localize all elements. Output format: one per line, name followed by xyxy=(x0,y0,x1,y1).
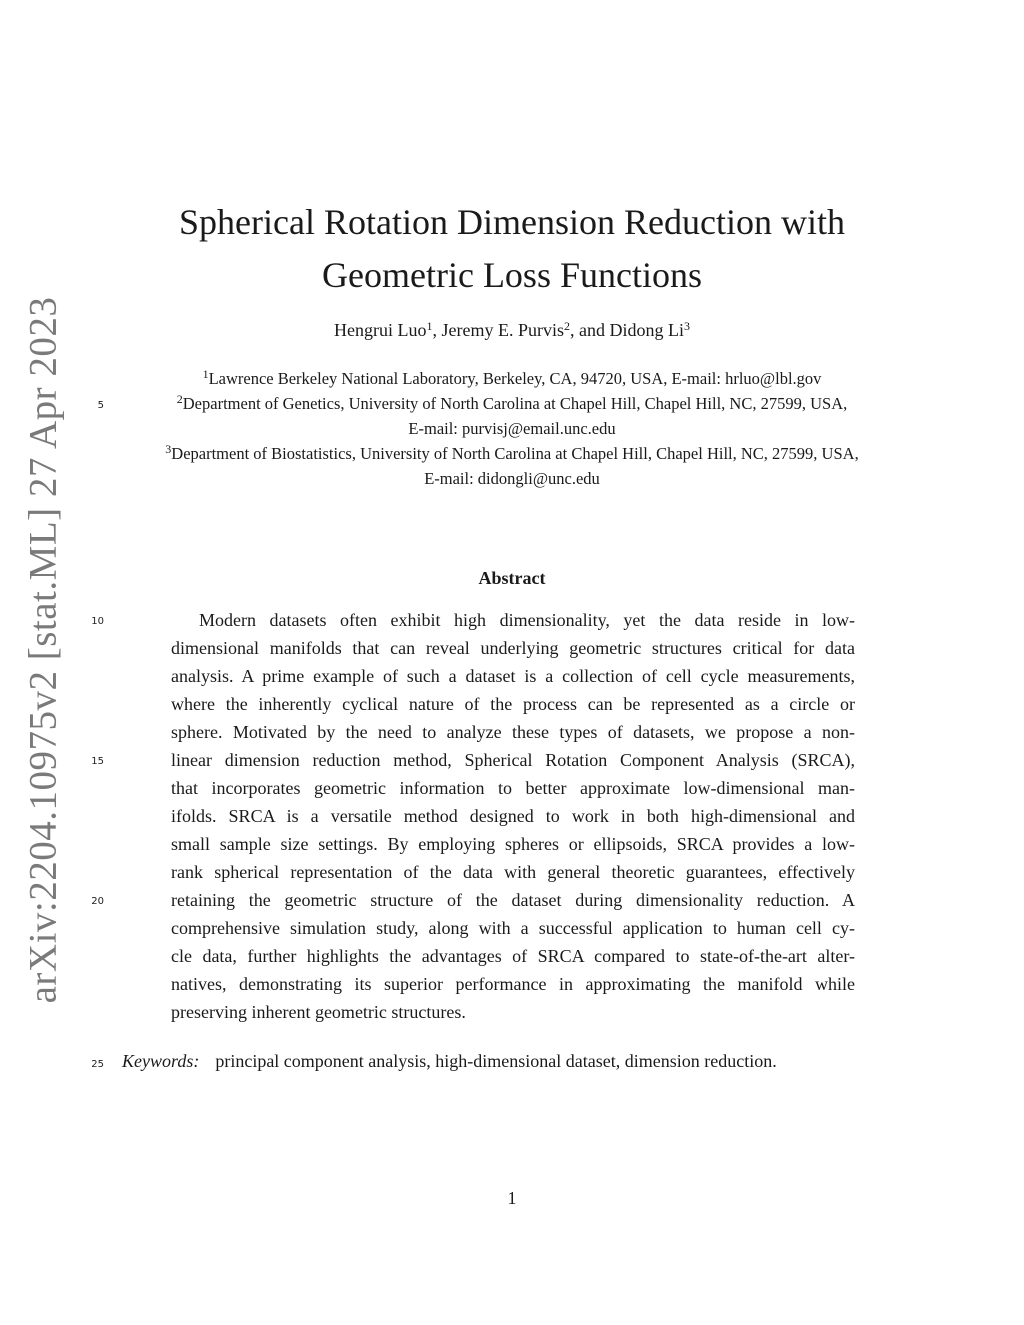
affiliation-sup: 1 xyxy=(202,367,209,381)
arxiv-identifier-stamp: arXiv:2204.10975v2 [stat.ML] 27 Apr 2023 xyxy=(21,296,65,1004)
author-name: Didong Li xyxy=(609,320,684,340)
page-number: 1 xyxy=(507,1188,517,1208)
affiliation-1 xyxy=(0,369,1024,389)
abstract-line: preserving inherent geometric structures. xyxy=(171,1002,466,1022)
author-separator: , xyxy=(432,320,442,340)
affiliation-text: Department of Genetics, University of North Carolina at Chapel Hill, Chapel Hill, NC, 27599, USA, xyxy=(182,394,848,413)
author-sup: 1 xyxy=(426,319,433,333)
abstract-line: ifolds. SRCA is a versatile method designed to work in both high-dimensional and xyxy=(171,806,855,826)
abstract-line: linear dimension reduction method, Spherical Rotation Component Analysis (SRCA), xyxy=(171,750,855,770)
keywords-text: principal component analysis, high-dimensional dataset, dimension reduction. xyxy=(215,1051,777,1071)
abstract-line: comprehensive simulation study, along with a successful application to human cell cy- xyxy=(171,918,855,938)
affiliation-text: Lawrence Berkeley National Laboratory, Berkeley, CA, 94720, USA, E-mail: hrluo@lbl.gov xyxy=(208,369,822,388)
title-line-2: Geometric Loss Functions xyxy=(322,255,702,295)
affiliation-3-email: E-mail: didongli@unc.edu xyxy=(424,469,600,488)
title-line-1: Spherical Rotation Dimension Reduction with xyxy=(179,202,845,242)
line-number: 15 xyxy=(91,756,104,767)
abstract-line: rank spherical representation of the data with general theoretic guarantees, effectively xyxy=(171,862,855,882)
abstract-line: retaining the geometric structure of the dataset during dimensionality reduction. A xyxy=(171,890,855,910)
keywords xyxy=(122,1051,777,1072)
author-sup: 2 xyxy=(563,319,570,333)
affiliation-sup: 3 xyxy=(165,442,172,456)
line-number: 25 xyxy=(91,1059,104,1070)
author-list xyxy=(0,320,1024,341)
author-separator: , and xyxy=(569,320,610,340)
affiliation-text: Department of Biostatistics, University of North Carolina at Chapel Hill, Chapel Hill, NC, 27599, USA, xyxy=(171,444,859,463)
abstract-line: that incorporates geometric information to better approximate low-dimensional man- xyxy=(171,778,855,798)
abstract-line: natives, demonstrating its superior performance in approximating the manifold while xyxy=(171,974,855,994)
abstract-line: analysis. A prime example of such a dataset is a collection of cell cycle measurements, xyxy=(171,666,855,686)
line-number: 20 xyxy=(91,896,104,907)
abstract-line: sphere. Motivated by the need to analyze these types of datasets, we propose a non- xyxy=(171,722,855,742)
line-number: 10 xyxy=(91,616,104,627)
affiliation-2-email: E-mail: purvisj@email.unc.edu xyxy=(408,419,616,438)
affiliation-3 xyxy=(0,444,1024,464)
paper-title xyxy=(0,196,1024,302)
abstract-line: Modern datasets often exhibit high dimensionality, yet the data reside in low- xyxy=(199,610,855,630)
affiliation-2 xyxy=(0,394,1024,414)
affiliation-sup: 2 xyxy=(176,392,183,406)
abstract-heading: Abstract xyxy=(478,568,546,588)
author-name: Hengrui Luo xyxy=(334,320,427,340)
keywords-label: Keywords: xyxy=(122,1051,200,1071)
abstract-line: small sample size settings. By employing spheres or ellipsoids, SRCA provides a low- xyxy=(171,834,855,854)
line-number: 5 xyxy=(97,400,104,411)
abstract-line: where the inherently cyclical nature of the process can be represented as a circle or xyxy=(171,694,855,714)
abstract-line: dimensional manifolds that can reveal underlying geometric structures critical for data xyxy=(171,638,855,658)
author-sup: 3 xyxy=(683,319,690,333)
author-name: Jeremy E. Purvis xyxy=(441,320,564,340)
abstract-line: cle data, further highlights the advantages of SRCA compared to state-of-the-art alter- xyxy=(171,946,855,966)
